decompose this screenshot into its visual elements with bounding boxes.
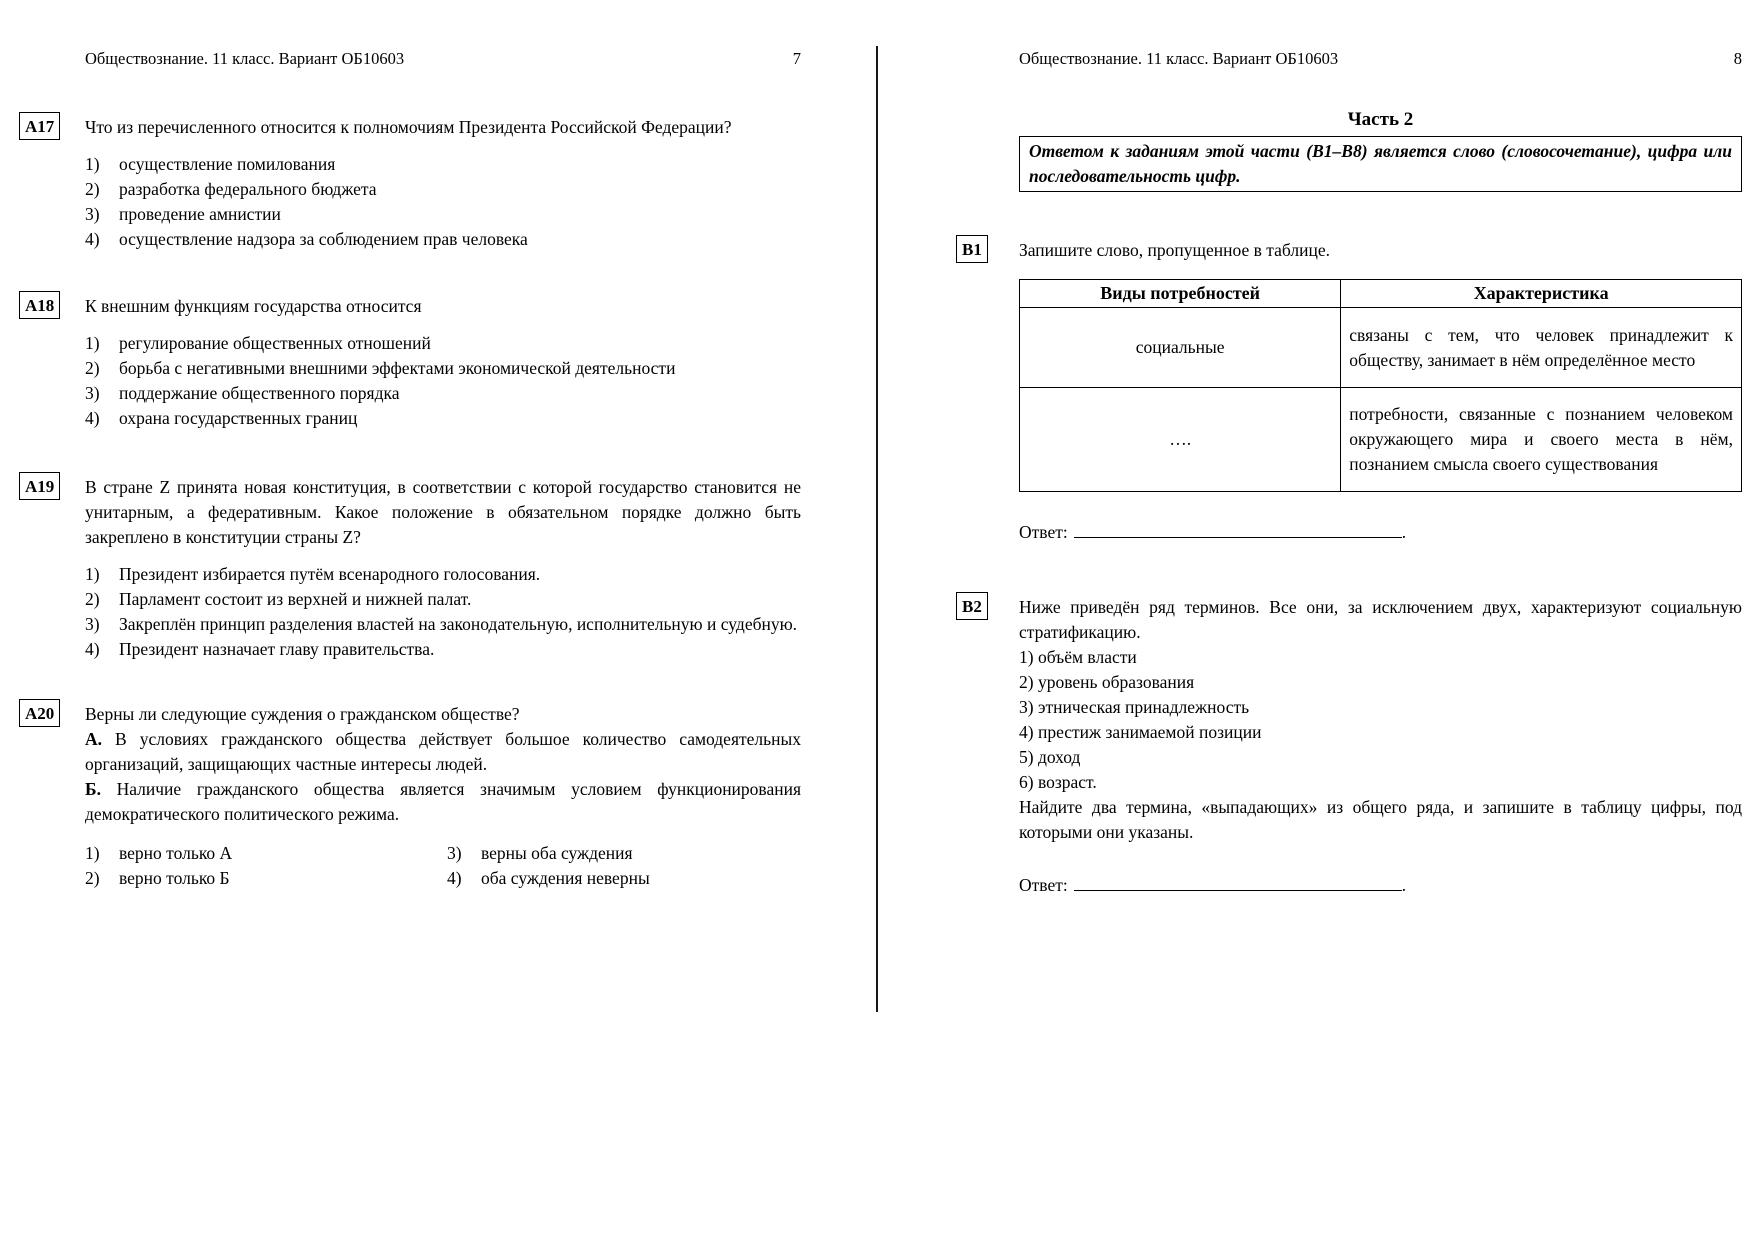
options-list [85,331,801,431]
options-list [85,152,801,252]
option-text: осуществление помилования [119,154,336,174]
option-text: Президент избирается путём всенародного голосования. [119,564,541,584]
question-a19 [25,475,801,662]
option-text: верно только А [119,843,233,863]
statement-b-prefix: Б. [85,779,101,799]
term-5: 5) доход [1019,747,1081,767]
table-header-types: Виды потребностей [1020,280,1341,308]
option-3 [85,202,801,227]
statement-a [85,727,801,777]
answer-period: . [1401,875,1407,895]
table-cell-type: …. [1020,388,1341,492]
term-6: 6) возраст. [1019,772,1097,792]
needs-table [1019,279,1742,492]
option-3 [447,841,801,866]
answer-blank [1074,521,1402,539]
question-label-b2: В2 [956,592,988,620]
option-text: оба суждения неверны [481,868,650,888]
question-a18 [25,294,801,431]
option-text: борьба с негативными внешними эффектами экономической деятельности [119,358,676,378]
page-number: 7 [792,49,801,68]
option-number: 1) [85,564,100,584]
option-text: проведение амнистии [119,204,281,224]
statement-a-prefix: А. [85,729,103,749]
page-number: 8 [1733,49,1742,68]
options-list [85,562,801,662]
option-number: 2) [85,589,100,609]
option-number: 4) [85,639,100,659]
header-title: Обществознание. 11 класс. Вариант ОБ10603 [85,49,405,68]
option-number: 2) [85,358,100,378]
table-cell-description: связаны с тем, что человек принадлежит к обществу, занимает в нём определённое место [1341,308,1742,388]
option-number: 2) [85,179,100,199]
option-number: 1) [85,843,100,863]
term-4: 4) престиж занимаемой позиции [1019,722,1262,742]
option-3 [85,381,801,406]
question-label-a17: А17 [19,112,60,140]
option-number: 3) [85,204,100,224]
answer-period: . [1401,522,1407,542]
table-cell-type: социальные [1020,308,1341,388]
question-outro: Найдите два термина, «выпадающих» из общего ряда, и запишите в таблицу цифры, под которыми они указаны. [1019,797,1742,842]
option-1 [85,152,801,177]
term-3: 3) этническая принадлежность [1019,697,1250,717]
page-header-left [85,46,801,71]
option-number: 3) [85,383,100,403]
table-header-characteristic: Характеристика [1341,280,1742,308]
answer-label: Ответ: [1019,875,1068,895]
statement-b-text: Наличие гражданского общества является значимым условием функционирования демократического политического режима. [85,779,802,824]
answer-label: Ответ: [1019,522,1068,542]
question-intro: Ниже приведён ряд терминов. Все они, за исключением двух, характеризуют социальную стратификацию. [1019,597,1742,642]
option-1 [85,562,801,587]
question-label-a18: А18 [19,291,60,319]
option-number: 2) [85,868,100,888]
question-a20 [25,702,802,891]
option-number: 4) [447,868,462,888]
question-label-a19: А19 [19,472,60,500]
option-text: регулирование общественных отношений [119,333,431,353]
option-2 [85,866,447,891]
part-2-heading: Часть 2 [1347,109,1414,130]
option-text: поддержание общественного порядка [119,383,400,403]
page-header-right [1019,46,1742,71]
option-number: 3) [447,843,462,863]
options-grid [85,841,801,891]
question-text: В стране Z принята новая конституция, в соответствии с которой государство становится не унитарным, а федеративным. Какое положение в обязательном порядке должно быть закреплено в конституции страны Z? [85,477,801,547]
option-text: охрана государственных границ [119,408,358,428]
question-a17 [25,115,801,252]
option-text: осуществление надзора за соблюдением прав человека [119,229,528,249]
option-4 [85,227,801,252]
table-header-row [1020,280,1742,308]
option-number: 1) [85,154,100,174]
option-number: 4) [85,229,100,249]
option-1 [85,841,447,866]
option-text: разработка федерального бюджета [119,179,377,199]
option-2 [85,356,801,381]
option-text: верны оба суждения [481,843,633,863]
question-label-b1: В1 [956,235,988,263]
table-row [1020,308,1742,388]
option-2 [85,587,801,612]
question-label-a20: А20 [19,699,60,727]
option-4 [447,866,801,891]
option-4 [85,637,801,662]
term-1: 1) объём власти [1019,647,1137,667]
option-text: Парламент состоит из верхней и нижней палат. [119,589,472,609]
question-text: Запишите слово, пропущенное в таблице. [1019,240,1330,260]
option-2 [85,177,801,202]
term-2: 2) уровень образования [1019,672,1195,692]
question-text: Верны ли следующие суждения о гражданском обществе? [85,704,520,724]
option-1 [85,331,801,356]
part-2-instruction-box: Ответом к заданиям этой части (В1–В8) является слово (словосочетание), цифра или последовательность цифр. [1019,136,1742,192]
option-number: 4) [85,408,100,428]
statement-b [85,777,801,827]
option-number: 3) [85,614,100,634]
answer-line-b2 [1019,873,1742,898]
option-4 [85,406,801,431]
option-text: верно только Б [119,868,230,888]
question-text: Что из перечисленного относится к полномочиям Президента Российской Федерации? [85,117,732,137]
statement-a-text: В условиях гражданского общества действует большое количество самодеятельных организаций, защищающих частные интересы людей. [85,729,802,774]
question-b2 [962,595,1742,898]
option-number: 1) [85,333,100,353]
question-b1 [962,238,1742,545]
answer-line-b1 [1019,520,1742,545]
answer-blank [1074,874,1402,892]
option-3 [85,612,801,637]
header-title: Обществознание. 11 класс. Вариант ОБ10603 [1019,49,1339,68]
question-text: К внешним функциям государства относится [85,296,422,316]
option-text: Президент назначает главу правительства. [119,639,435,659]
page-8 [877,0,1754,1239]
table-cell-description: потребности, связанные с познанием человеком окружающего мира и своего места в нём, познанием смысла своего существования [1341,388,1742,492]
option-text: Закреплён принцип разделения властей на законодательную, исполнительную и судебную. [119,614,798,634]
table-row [1020,388,1742,492]
